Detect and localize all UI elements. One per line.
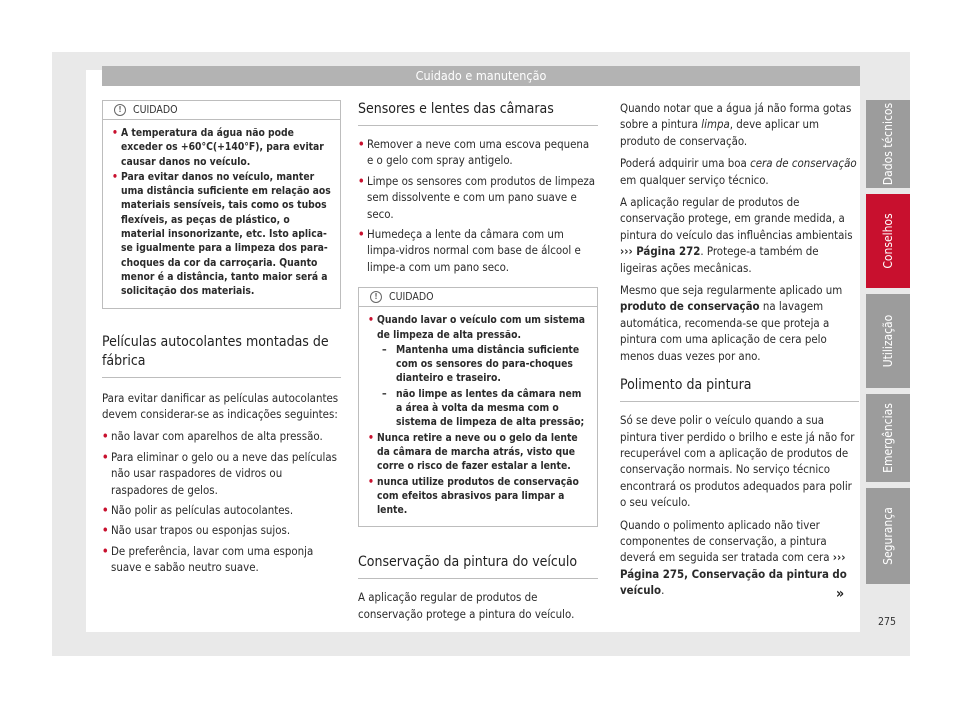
list-item: • Não polir as películas autocolantes. <box>102 503 294 517</box>
list-item: • Para eliminar o gelo ou a neve das películas não usar raspadores de vidros ou raspadores de gelos. <box>102 449 337 497</box>
bullet-icon: • <box>358 137 365 151</box>
page-link[interactable]: ››› Página 272 <box>620 244 701 259</box>
column-1 <box>102 100 341 580</box>
bullet-icon: • <box>358 173 365 188</box>
list-item: • Limpe os sensores com produtos de limpeza sem dissolvente e com um pano suave e seco. <box>358 173 596 221</box>
paragraph: Só se deve polir o veículo quando a sua pintura tiver perdido o brilho e este já não for recuperável com a aplicação de produtos de conservação normais. No serviço técnico encontrará os produtos adequados para polir o seu veículo. <box>620 413 855 510</box>
bullet-icon: • <box>102 523 109 538</box>
warning-icon: ! <box>114 104 126 116</box>
caution-header <box>103 101 340 120</box>
caution-item: • A temperatura da água não pode exceder os +60°C(+140°F), para evitar causar danos no veículo. <box>112 127 324 168</box>
bullet-icon: • <box>102 429 109 444</box>
paragraph: A aplicação regular de produtos de conservação protege a pintura do veículo. <box>358 590 575 621</box>
tab-emergencias[interactable]: Emergências <box>866 394 910 482</box>
section-heading: Polimento da pintura <box>620 376 859 402</box>
bullet-icon: • <box>102 449 109 464</box>
paragraph: Mesmo que seja regularmente aplicado um produto de conservação na lavagem automática, recomenda-se que proteja a pintura com uma aplicação de cera pelo menos duas vezes por ano. <box>620 283 843 363</box>
page-number: 275 <box>878 616 897 628</box>
caution-header <box>359 288 597 307</box>
caution-subitem: – não limpe as lentes da câmara nem a área à volta da mesma com o sistema de limpeza de alta pressão; <box>382 387 585 429</box>
list-item: • não lavar com aparelhos de alta pressão. <box>102 429 323 444</box>
column-2 <box>358 100 598 628</box>
bullet-icon: • <box>112 127 118 139</box>
caution-box <box>358 287 598 527</box>
list-item: • Humedeça a lente da câmara com um limpa-vidros normal com base de álcool e limpe-a com um pano seco. <box>358 227 581 274</box>
column-3 <box>620 100 859 605</box>
caution-subitem: – Mantenha uma distância suficiente com os sensores do para-choques dianteiro e traseiro. <box>382 343 580 385</box>
section-heading: Películas autocolantes montadas de fábrica <box>102 333 341 378</box>
caution-body <box>359 307 597 517</box>
bullet-icon: • <box>112 170 118 183</box>
caution-item: • Quando lavar o veículo com um sistema de limpeza de alta pressão. <box>368 314 585 341</box>
bullet-icon: • <box>102 503 109 517</box>
caution-body <box>103 120 340 299</box>
bullet-icon: • <box>102 543 109 558</box>
paragraph: Poderá adquirir uma boa cera de conservação em qualquer serviço técnico. <box>620 156 857 187</box>
bullet-icon: • <box>368 431 374 444</box>
paragraph: Quando o polimento aplicado não tiver componentes de conservação, a pintura deverá em seguida ser tratada com cera ››› Página 275, Conservação da pintura do veículo. <box>620 517 847 598</box>
tab-conselhos[interactable]: Conselhos <box>866 194 910 288</box>
caution-item: • Para evitar danos no veículo, manter uma distância suficiente em relação aos materiais sensíveis, tais como os tubos flexíveis, as peças de plástico, o material insonorizante, etc. Isto aplica-se igualmente para a limpeza dos para-choques da cor da carroçaria. Quanto menor é a distância, tanto maior será a solicitação dos materiais. <box>112 170 331 298</box>
intro-text: Para evitar danificar as películas autocolantes devem considerar-se as indicações seguintes: <box>102 390 339 421</box>
caution-label: CUIDADO <box>389 291 434 304</box>
paragraph: A aplicação regular de produtos de conservação protege, em grande medida, a pintura do veículo das influências ambientais ››› Página 272. Protege-a também de ligeiras ações mecânicas. <box>620 195 853 275</box>
tab-seguranca[interactable]: Segurança <box>866 488 910 584</box>
bullet-icon: • <box>358 227 365 242</box>
dash-icon: – <box>382 387 387 400</box>
tab-dados-tecnicos[interactable]: Dados técnicos <box>866 100 910 188</box>
caution-item: • Nunca retire a neve ou o gelo da lente da câmara de marcha atrás, visto que corre o risco de fazer estalar a lente. <box>368 431 578 473</box>
warning-icon: ! <box>370 291 382 303</box>
page-header: Cuidado e manutenção <box>102 66 860 86</box>
bullet-icon: • <box>368 475 374 488</box>
caution-item: • nunca utilize produtos de conservação com efeitos abrasivos para limpar a lente. <box>368 475 579 517</box>
bullet-icon: • <box>368 314 374 327</box>
list-item: • Não usar trapos ou esponjas sujos. <box>102 523 291 538</box>
dash-icon: – <box>382 343 387 356</box>
continued-icon: » <box>836 586 845 602</box>
section-heading: Sensores e lentes das câmaras <box>358 100 598 126</box>
tab-utilizacao[interactable]: Utilização <box>866 294 910 388</box>
list-item: • Remover a neve com uma escova pequena e o gelo com spray antigelo. <box>358 137 590 168</box>
page-link[interactable]: ››› Página 275, Conservação da pintura do veículo <box>620 550 847 598</box>
caution-box <box>102 100 341 309</box>
paragraph: Quando notar que a água já não forma gotas sobre a pintura limpa, deve aplicar um produto de conservação. <box>620 101 852 148</box>
caution-label: CUIDADO <box>133 104 178 116</box>
list-item: • De preferência, lavar com uma esponja suave e sabão neutro suave. <box>102 543 314 575</box>
section-heading: Conservação da pintura do veículo <box>358 553 598 579</box>
